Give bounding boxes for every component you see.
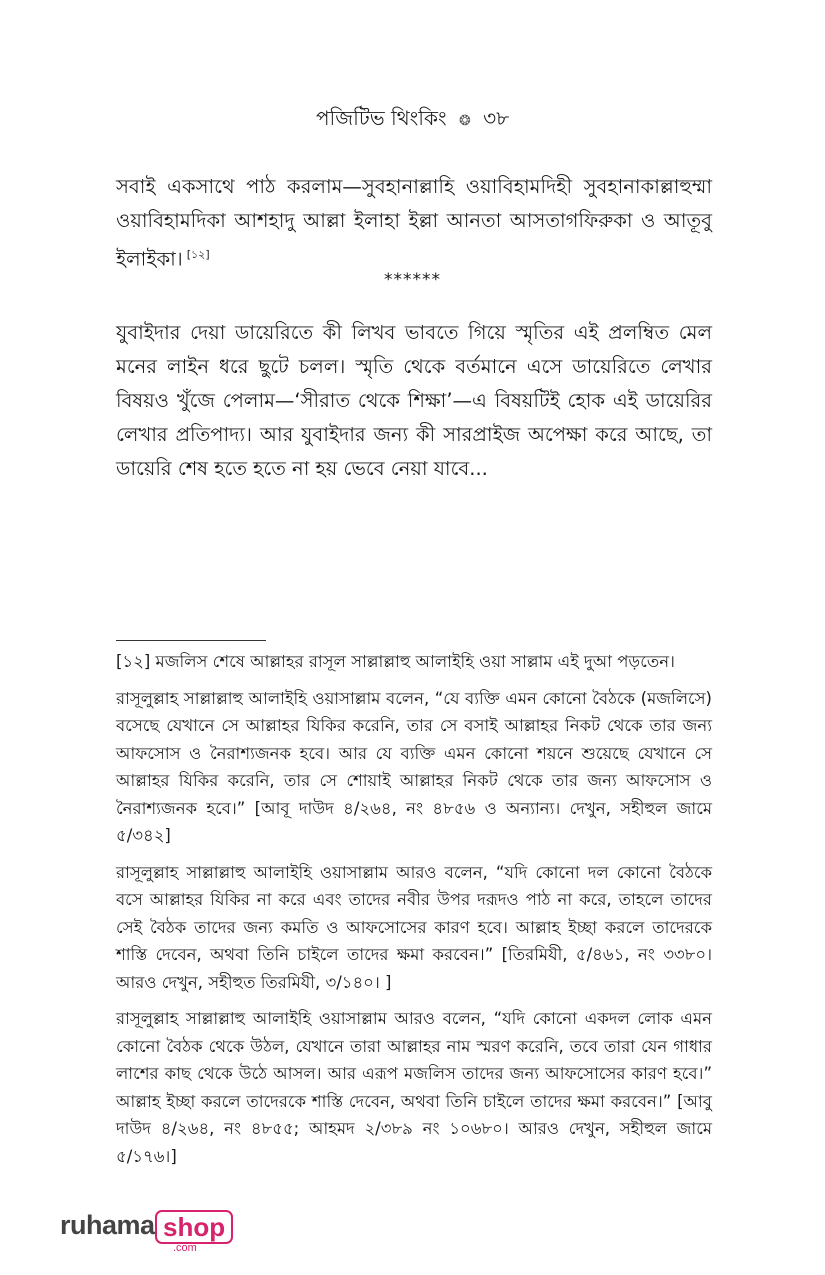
logo-brand-ruhama: ruhama <box>60 1210 155 1240</box>
footnote-intro: [১২] মজলিস শেষে আল্লাহর রাসূল সাল্লাল্লাহু আলাইহি ওয়া সাল্লাম এই দুআ পড়তেন। <box>116 652 675 671</box>
paragraph-dua <box>116 170 712 277</box>
footnotes-section <box>116 648 712 1179</box>
book-title: পজিটিভ থিংকিং <box>315 106 447 130</box>
footnote-hadith-1: রাসূলুল্লাহ সাল্লাল্লাহু আলাইহি ওয়াসাল্লাম বলেন, “যে ব্যক্তি এমন কোনো বৈঠকে (মজলিসে) বসেছে যেখানে সে আল্লাহর যিকির করেনি, তার সে বসাই আল্লাহর নিকট থেকে তার জন্য আফসোস ও নৈরাশ্যজনক হবে। আর যে ব্যক্তি এমন কোনো শয়নে শুয়েছে যেখানে সে আল্লাহর যিকির করেনি, তার সে শোয়াই আল্লাহর নিকট থেকে তার জন্য আফসোস ও নৈরাশ্যজনক হবে।” [আবূ দাউদ ৪/২৬৪, নং ৪৮৫৬ ও অন্যান্য। দেখুন, সহীহুল জামে ৫/৩৪২] <box>116 688 712 845</box>
section-break-stars: ****** <box>384 270 441 290</box>
paragraph-diary: যুবাইদার দেয়া ডায়েরিতে কী লিখব ভাবতে গিয়ে স্মৃতির এই প্রলম্বিত মেল মনের লাইন ধরে ছুটে চলল। স্মৃতি থেকে বর্তমানে এসে ডায়েরিতে লেখার বিষয়ও খুঁজে পেলাম—‘সীরাত থেকে শিক্ষা’—এ বিষয়টিই হোক এই ডায়েরির লেখার প্রতিপাদ্য। আর যুবাইদার জন্য কী সারপ্রাইজ অপেক্ষা করে আছে, তা ডায়েরি শেষ হতে হতে না হয় ভেবে নেয়া যাবে... <box>116 321 712 480</box>
paragraph-dua-text: সবাই একসাথে পাঠ করলাম—সুবহানাল্লাহি ওয়াবিহামদিহী সুবহানাকাল্লাহুম্মা ওয়াবিহামদিকা আশহাদু আল্লা ইলাহা ইল্লা আনতা আসতাগফিরুকা ও আতূবু ইলাইকা। <box>116 175 712 271</box>
ornament-separator: ❂ <box>458 113 471 129</box>
logo-domain: .com <box>173 1242 197 1254</box>
page-number: ৩৮ <box>483 106 510 130</box>
footnote-divider <box>116 640 266 641</box>
running-header <box>0 104 825 137</box>
logo-shop-box <box>155 1210 233 1244</box>
logo-brand-shop: shop <box>163 1212 226 1242</box>
footnote-reference: [১২] <box>186 248 210 261</box>
footnote-hadith-3: রাসূলুল্লাহ সাল্লাল্লাহু আলাইহি ওয়াসাল্লাম আরও বলেন, “যদি কোনো একদল লোক এমন কোনো বৈঠক থেকে উঠল, যেখানে তারা আল্লাহর নাম স্মরণ করেনি, তবে তারা যেন গাধার লাশের কাছ থেকে উঠে আসল। আর এরূপ মজলিস তাদের জন্য আফসোসের কারণ হবে।” আল্লাহ ইচ্ছা করলে তাদেরকে শাস্তি দেবেন, অথবা তিনি চাইলে তাদের ক্ষমা করবেন।” [আবু দাউদ ৪/২৬৪, নং ৪৮৫৫; আহমদ ২/৩৮৯ নং ১০৬৮০। আরও দেখুন, সহীহুল জামে ৫/১৭৬।] <box>116 1009 712 1166</box>
footnote-hadith-2: রাসূলুল্লাহ সাল্লাল্লাহু আলাইহি ওয়াসাল্লাম আরও বলেন, “যদি কোনো দল কোনো বৈঠকে বসে আল্লাহর যিকির না করে এবং তাদের নবীর উপর দরূদও পাঠ না করে, তাহলে তাদের সেই বৈঠক তাদের জন্য কমতি ও আফসোসের কারণ হবে। আল্লাহ ইচ্ছা করলে তাদেরকে শাস্তি দেবেন, অথবা তিনি চাইলে তাদের ক্ষমা করবেন।” [তিরমিযী, ৫/৪৬১, নং ৩৩৮০। আরও দেখুন, সহীহুত তিরমিযী, ৩/১৪০। ] <box>116 862 712 992</box>
